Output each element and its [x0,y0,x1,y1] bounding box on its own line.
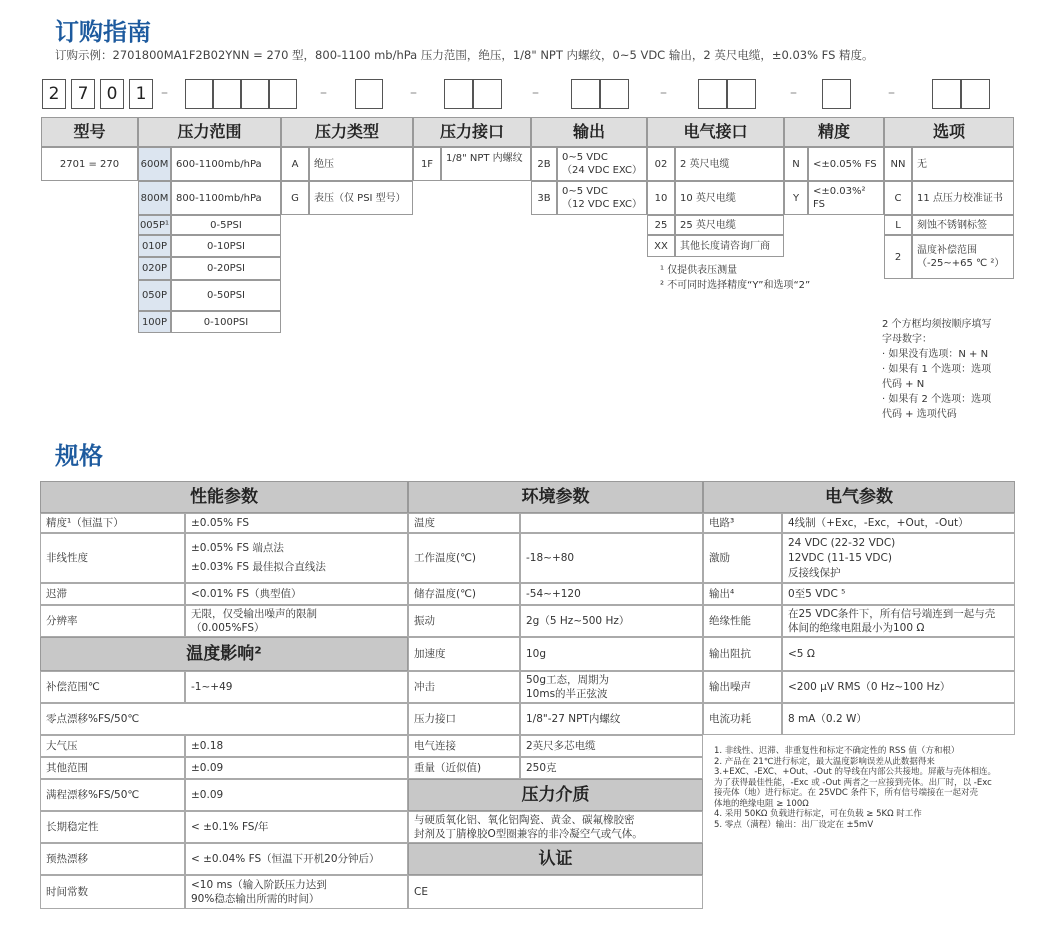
spec-value: < ±0.04% FS（恒温下开机20分钟后） [185,843,408,875]
option-code-box[interactable] [932,79,961,109]
spec-label: 冲击 [408,671,520,703]
footnote-1: ¹ 仅提供表压测量 [660,265,738,276]
spec-label: 储存温度(℃) [408,583,520,605]
elec-desc: 10 英尺电缆 [675,181,784,215]
range-code: 600M [138,147,171,181]
spec-label: 加速度 [408,637,520,671]
spec-label: 大气压 [40,735,185,757]
model-value: 2701 = 270 [41,147,138,181]
spec-label: 压力接口 [408,703,520,735]
spec-value: -18~+80 [520,533,703,583]
spec-value: 10g [520,637,703,671]
spec-label: 补偿范围℃ [40,671,185,703]
elec-header: 电气参数 [703,481,1015,513]
header-options: 选项 [884,117,1014,147]
range-desc: 0-10PSI [171,235,281,257]
type-code-box[interactable] [355,79,383,109]
accuracy-code: Y [784,181,808,215]
spec-label: 时间常数 [40,875,185,909]
spec-value [520,513,703,533]
accuracy-code-box[interactable] [822,79,851,109]
spec-value: 2g（5 Hz~500 Hz） [520,605,703,637]
output-desc: 0~5 VDC （12 VDC EXC） [557,181,647,215]
range-code-box[interactable] [185,79,213,109]
spec-value: ±0.09 [185,779,408,811]
option-code: NN [884,147,912,181]
spec-label: 绝缘性能 [703,605,782,637]
range-code-box[interactable] [269,79,297,109]
range-code: 050P [138,280,171,311]
separator-dash: – [790,85,797,101]
option-code: C [884,181,912,215]
separator-dash: – [888,85,895,101]
model-digit-box: 1 [129,79,153,109]
temp-header: 温度影响² [40,637,408,671]
elec-code: 02 [647,147,675,181]
header-output: 输出 [531,117,647,147]
perf-header: 性能参数 [40,481,408,513]
header-pressure-port: 压力接口 [413,117,531,147]
spec-value: ±0.18 [185,735,408,757]
type-desc: 绝压 [309,147,413,181]
spec-value: -1~+49 [185,671,408,703]
spec-value: ±0.05% FS 端点法 ±0.03% FS 最佳拟合直线法 [185,533,408,583]
option-desc: 刻蚀不锈钢标签 [912,215,1014,235]
spec-label: 输出阻抗 [703,637,782,671]
port-desc: 1/8" NPT 内螺纹 [441,147,531,181]
range-code-box[interactable] [241,79,269,109]
option-desc: 无 [912,147,1014,181]
spec-label: 精度¹（恒温下） [40,513,185,533]
option-desc: 11 点压力校准证书 [912,181,1014,215]
model-digit-box: 7 [71,79,95,109]
elec-desc: 25 英尺电缆 [675,215,784,235]
port-code-box[interactable] [444,79,473,109]
spec-label: 满程漂移%FS/50℃ [40,779,185,811]
separator-dash: – [161,85,168,101]
range-code: 020P [138,257,171,280]
port-code-box[interactable] [473,79,502,109]
output-desc: 0~5 VDC （24 VDC EXC） [557,147,647,181]
ordering-title: 订购指南 [55,18,151,46]
spec-value: <10 ms（输入阶跃压力达到 90%稳态输出所需的时间） [185,875,408,909]
header-electrical: 电气接口 [647,117,784,147]
type-code: A [281,147,309,181]
footnote-2: ² 不可同时选择精度“Y”和选项“2” [660,280,811,291]
media-text: 与硬质氧化铝、氧化铝陶瓷、黄金、碳氟橡胶密 封剂及丁腈橡胶O型圈兼容的非冷凝空气或气体。 [408,811,703,843]
spec-value: 在25 VDC条件下，所有信号端连到一起与壳 体间的绝缘电阻最小为100 Ω [782,605,1015,637]
option-desc: 温度补偿范围 （-25~+65 ℃ ²） [912,235,1014,279]
range-code: 005P¹ [138,215,171,235]
spec-label: 长期稳定性 [40,811,185,843]
cert-value: CE [408,875,703,909]
spec-label: 电路³ [703,513,782,533]
spec-value: 2英尺多芯电缆 [520,735,703,757]
elec-code: 25 [647,215,675,235]
spec-value: ±0.09 [185,757,408,779]
spec-value: 1/8"-27 NPT内螺纹 [520,703,703,735]
separator-dash: – [660,85,667,101]
spec-value: < ±0.1% FS/年 [185,811,408,843]
range-code-box[interactable] [213,79,241,109]
separator-dash: – [410,85,417,101]
spec-label: 输出噪声 [703,671,782,703]
header-accuracy: 精度 [784,117,884,147]
model-digit-box: 0 [100,79,124,109]
output-code: 3B [531,181,557,215]
range-code: 100P [138,311,171,333]
options-instructions: 2 个方框均须按顺序填写 字母数字： · 如果没有选项：N + N · 如果有 1 个选项：选项 代码 + N · 如果有 2 个选项：选项 代码 + 选项代码 [882,319,992,420]
type-code: G [281,181,309,215]
spec-value: <5 Ω [782,637,1015,671]
elec-desc: 其他长度请咨询厂商 [675,235,784,257]
spec-label: 输出⁴ [703,583,782,605]
accuracy-desc: <±0.05% FS [808,147,884,181]
option-code: 2 [884,235,912,279]
range-code: 010P [138,235,171,257]
accuracy-desc: <±0.03%² FS [808,181,884,215]
spec-label: 电流功耗 [703,703,782,735]
spec-value: 0至5 VDC ⁵ [782,583,1015,605]
model-digit-box: 2 [42,79,66,109]
output-code-box[interactable] [600,79,629,109]
env-header: 环境参数 [408,481,703,513]
range-desc: 600-1100mb/hPa [171,147,281,181]
range-code: 800M [138,181,171,215]
header-pressure-type: 压力类型 [281,117,413,147]
spec-value: <200 μV RMS（0 Hz~100 Hz） [782,671,1015,703]
spec-label: 预热漂移 [40,843,185,875]
spec-notes: 1. 非线性、迟滞、非重复性和标定不确定性的 RSS 值（方和根） 2. 产品在 21℃进行标定，最大温度影响误差从此数据得来 3.+EXC、-EXC、+Out、-Out 的导线在内部公共接地。屏蔽与壳体相连。 为了获得最佳性能，-Exc 或 -Out 两者之一应接到壳体。出厂时，以 -Exc 接壳体（地）进行标定。在 25VDC 条件下，所有信号端接在一起对壳 体地的绝缘电阻 ≥ 100Ω 4. 采用 50KΩ 负载进行标定，可在负载 ≥ 5KΩ 时工作 5. 零点（满程）输出：出厂设定在 ±5mV [714,746,997,830]
spec-value: 8 mA（0.2 W） [782,703,1015,735]
spec-value: 无限，仅受输出噪声的限制 （0.005%FS） [185,605,408,637]
spec-value: 250克 [520,757,703,779]
spec-label: 激励 [703,533,782,583]
spec-value: <0.01% FS（典型值） [185,583,408,605]
range-desc: 0-20PSI [171,257,281,280]
header-pressure-range: 压力范围 [138,117,281,147]
accuracy-code: N [784,147,808,181]
specs-title: 规格 [55,442,103,470]
cert-header: 认证 [408,843,703,875]
spec-label: 振动 [408,605,520,637]
spec-label: 迟滞 [40,583,185,605]
range-desc: 0-100PSI [171,311,281,333]
spec-label: 重量（近似值) [408,757,520,779]
media-header: 压力介质 [408,779,703,811]
elec-code: 10 [647,181,675,215]
range-desc: 0-50PSI [171,280,281,311]
output-code-box[interactable] [571,79,600,109]
spec-value: ±0.05% FS [185,513,408,533]
option-code: L [884,215,912,235]
port-code: 1F [413,147,441,181]
range-desc: 800-1100mb/hPa [171,181,281,215]
elec-code: XX [647,235,675,257]
ordering-example: 订购示例：2701800MA1F2B02YNN = 270 型，800-1100 mb/hPa 压力范围，绝压，1/8" NPT 内螺纹，0~5 VDC 输出，2 英尺电缆，±0.03% FS 精度。 [55,48,874,62]
spec-value: 50g工态，周期为 10ms的半正弦波 [520,671,703,703]
option-code-box[interactable] [961,79,990,109]
spec-value: -54~+120 [520,583,703,605]
spec-label: 工作温度(℃) [408,533,520,583]
separator-dash: – [532,85,539,101]
spec-label: 其他范围 [40,757,185,779]
spec-label: 分辨率 [40,605,185,637]
spec-label: 零点漂移%FS/50℃ [40,703,408,735]
spec-value: 24 VDC (22-32 VDC) 12VDC (11-15 VDC) 反接线保护 [782,533,1015,583]
output-code: 2B [531,147,557,181]
spec-value: 4线制（+Exc，-Exc，+Out，-Out） [782,513,1015,533]
spec-label: 电气连接 [408,735,520,757]
header-model: 型号 [41,117,138,147]
elec-desc: 2 英尺电缆 [675,147,784,181]
spec-label: 温度 [408,513,520,533]
type-desc: 表压（仅 PSI 型号） [309,181,413,215]
spec-label: 非线性度 [40,533,185,583]
elec-code-box[interactable] [698,79,727,109]
elec-code-box[interactable] [727,79,756,109]
range-desc: 0-5PSI [171,215,281,235]
separator-dash: – [320,85,327,101]
